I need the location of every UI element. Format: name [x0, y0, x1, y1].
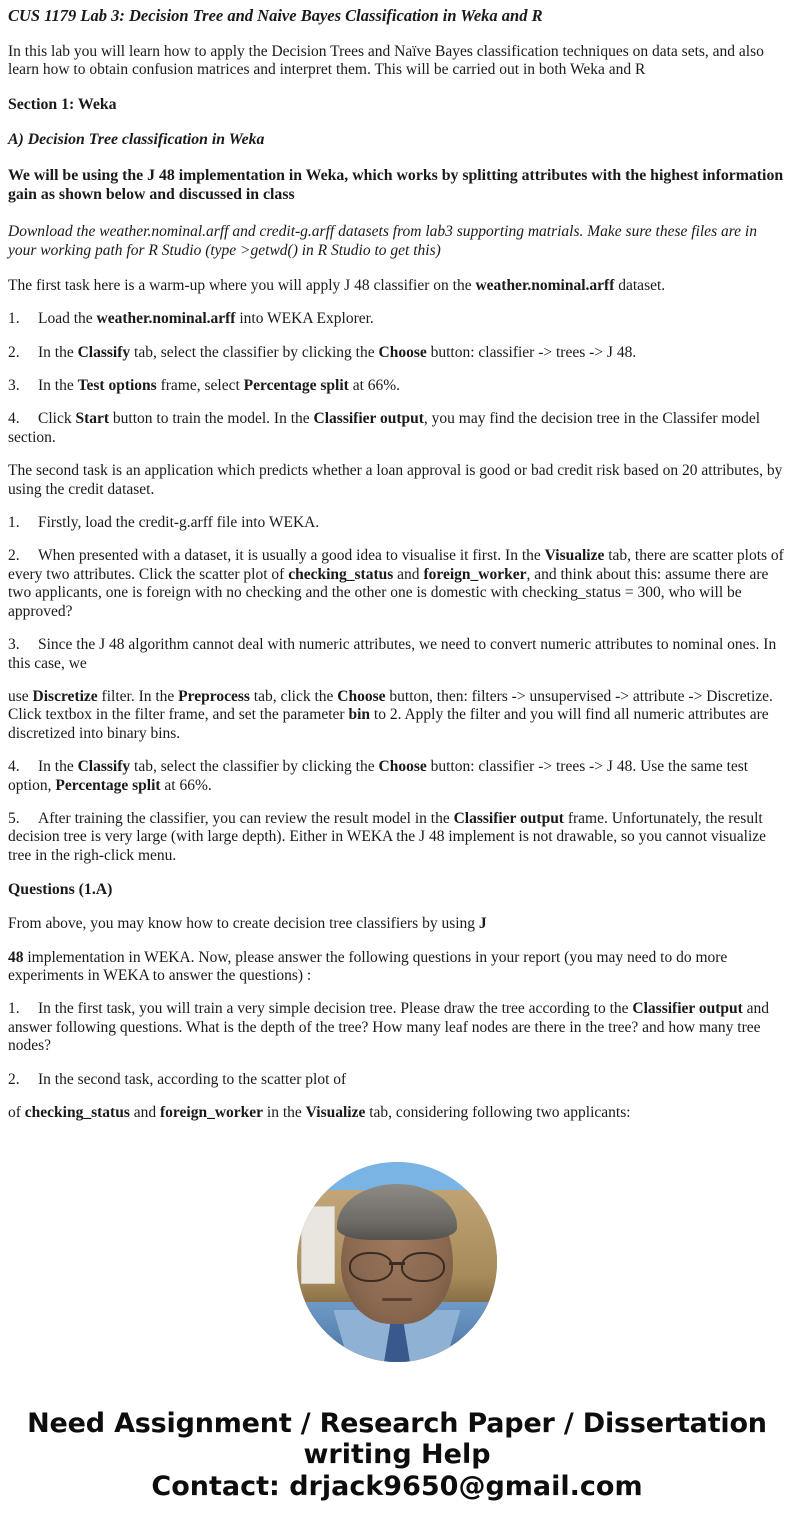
text-run-0: In the — [38, 343, 78, 361]
text-run-4: button: classifier -> trees -> J 48. — [426, 343, 637, 361]
text-run-3: foreign_worker — [160, 1104, 264, 1121]
text-run-1: Discretize — [32, 687, 98, 705]
text-run-6: at 66%. — [160, 776, 212, 794]
text-run-2: tab, select the classifier by clicking the — [130, 758, 379, 776]
text-run-8: to 2. Apply the filter and you will find all numeric attributes are discretized into binary bins. — [8, 706, 769, 742]
portrait-glasses-bridge — [389, 1262, 405, 1264]
list-item-number: 1. — [8, 514, 20, 532]
text-run-0: From above, you may know how to create decision tree classifiers by using — [8, 915, 479, 933]
text-run-1: Classifier output — [453, 809, 564, 827]
text-run-1: Classifier output — [632, 1000, 743, 1018]
list-item — [8, 377, 786, 395]
list-item-text — [8, 1000, 769, 1054]
steps-task2-list — [8, 514, 786, 673]
text-run-2: frame, select — [156, 377, 244, 395]
steps-task1-list — [8, 310, 786, 447]
j48-impl-paragraph — [8, 949, 786, 986]
first-task-dataset: weather.nominal.arff — [475, 276, 615, 294]
text-run-1: Classify — [77, 343, 131, 361]
discretize-paragraph — [8, 688, 786, 743]
list-item — [8, 636, 786, 673]
text-run-1: checking_status — [24, 1104, 130, 1121]
list-item-number: 3. — [8, 636, 20, 654]
text-run-0: Click — [38, 410, 76, 428]
text-run-1: Test options — [77, 377, 157, 395]
text-run-1: J — [478, 915, 487, 933]
text-run-0: of — [8, 1104, 25, 1121]
text-run-2: and answer following questions. What is the depth of the tree? How many leaf nodes are there in the tree? and how many tree nodes? — [8, 1000, 770, 1055]
text-run-3: Preprocess — [178, 687, 250, 705]
list-item-number: 3. — [8, 377, 20, 395]
text-run-0: In the first task, you will train a very simple decision tree. Please draw the tree according to the — [38, 1000, 633, 1018]
second-task-intro: The second task is an application which predicts whether a loan approval is good or bad credit risk based on 20 attributes, by using the credit dataset. — [8, 462, 783, 498]
list-item-text — [8, 410, 760, 445]
portrait-glasses-left — [349, 1252, 393, 1282]
first-task-part1: The first task here is a warm-up where you will apply J 48 classifier on the — [8, 276, 476, 294]
list-item-number: 1. — [8, 1000, 20, 1018]
promo-line-2: writing Help — [303, 1439, 491, 1471]
text-run-2: filter. In the — [97, 687, 179, 705]
text-run-2: button to train the model. In the — [109, 410, 314, 428]
portrait-container — [8, 1162, 786, 1362]
text-run-3: checking_status — [288, 565, 394, 583]
questions-heading: Questions (1.A) — [8, 881, 113, 899]
text-run-6: , and think about this: assume there are two applicants, one is foreign with no checking and the other one is domestic with checking_status = 300, who will be approved? — [8, 565, 769, 620]
first-task-paragraph — [8, 277, 786, 295]
text-run-5: foreign_worker — [423, 565, 527, 583]
questions-list — [8, 1000, 786, 1089]
list-item — [8, 758, 786, 795]
text-run-5: Choose — [337, 687, 386, 705]
list-item-text — [38, 344, 636, 361]
portrait-glasses-right — [401, 1252, 445, 1282]
text-run-0: Firstly, load the credit-g.arff file into WEKA. — [38, 514, 320, 532]
text-run-4: at 66%. — [348, 377, 401, 395]
j48-lead-paragraph: We will be using the J 48 implementation in Weka, which works by splitting attributes with the highest information gain as shown below and discussed in class — [8, 166, 784, 204]
list-item-number: 1. — [8, 310, 20, 328]
list-item-number: 2. — [8, 343, 20, 361]
list-item-text — [8, 810, 766, 864]
text-run-0: When presented with a dataset, it is usually a good idea to visualise it first. In the — [38, 547, 545, 565]
text-run-1: Start — [75, 410, 110, 428]
list-item-text — [38, 514, 319, 531]
list-item-number: 4. — [8, 758, 20, 776]
text-run-0: Load the — [38, 310, 97, 328]
text-run-0: Since the J 48 algorithm cannot deal with numeric attributes, we need to convert numeric attributes to nominal ones. In this case, we — [8, 636, 777, 672]
text-run-4: in the — [263, 1104, 306, 1121]
text-run-3: Choose — [378, 343, 427, 361]
subsection-a-heading: A) Decision Tree classification in Weka — [8, 130, 265, 148]
promo-footer — [8, 1408, 786, 1502]
text-run-4: , you may find the decision tree in the Classifer model section. — [8, 410, 761, 446]
promo-line-3: Contact: drjack9650@gmail.com — [151, 1471, 643, 1503]
text-run-4: button: classifier -> trees -> J 48. Use the same test option, — [8, 758, 749, 794]
text-run-0: use — [8, 687, 33, 705]
text-run-6: tab, considering following two applicants: — [365, 1104, 631, 1121]
list-item — [8, 1000, 786, 1055]
download-note: Download the weather.nominal.arff and credit-g.arff datasets from lab3 supporting matrials. Make sure these files are in your working path for R Studio (type >getwd() in R Studio to get this) — [8, 222, 757, 259]
text-run-4: tab, click the — [249, 687, 338, 705]
first-task-part2: dataset. — [614, 276, 666, 294]
text-run-0: 48 — [8, 948, 24, 966]
text-run-1: weather.nominal.arff — [96, 310, 236, 328]
list-item-text — [8, 547, 784, 619]
list-item-text — [38, 310, 374, 327]
text-run-4: and — [393, 565, 424, 583]
text-run-2: into WEKA Explorer. — [235, 310, 374, 328]
section-1-heading: Section 1: Weka — [8, 95, 117, 113]
text-run-2: tab, select the classifier by clicking the — [130, 343, 379, 361]
avatar — [297, 1162, 497, 1362]
list-item-number: 5. — [8, 809, 20, 827]
text-run-6: button, then: filters -> unsupervised -> attribute -> Discretize. Click textbox in the filter frame, and set the parameter — [8, 687, 773, 724]
document-title: CUS 1179 Lab 3: Decision Tree and Naive Bayes Classification in Weka and R — [8, 6, 543, 25]
list-item — [8, 310, 786, 328]
intro-paragraph: In this lab you will learn how to apply the Decision Trees and Naïve Bayes classification techniques on data sets, and also learn how to obtain confusion matrices and interpret them. This will be carried out in both Weka and R — [8, 43, 764, 79]
text-run-5: Percentage split — [55, 776, 161, 794]
text-run-2: frame. Unfortunately, the result decision tree is very large (with large depth). Either in WEKA the J 48 implement is not drawable, so you cannot visualize tree in the righ-click menu. — [8, 809, 767, 864]
text-run-0: After training the classifier, you can review the result model in the — [38, 809, 454, 827]
steps-task2-cont-list — [8, 758, 786, 865]
text-run-1: implementation in WEKA. Now, please answer the following questions in your report (you may need to do more experiments in WEKA to answer the questions) : — [8, 948, 728, 984]
text-run-2: tab, there are scatter plots of every two attributes. Click the scatter plot of — [8, 547, 784, 583]
text-run-1: Classify — [77, 758, 131, 776]
text-run-0: In the — [38, 758, 78, 776]
text-run-2: and — [129, 1104, 161, 1121]
from-above-paragraph — [8, 915, 786, 933]
text-run-7: bin — [348, 706, 371, 724]
text-run-0: In the second task, according to the scatter plot of — [38, 1070, 347, 1088]
list-item — [8, 410, 786, 447]
list-item — [8, 514, 786, 532]
list-item — [8, 810, 786, 865]
portrait-mouth — [382, 1298, 412, 1301]
text-run-1: Visualize — [544, 547, 605, 565]
text-run-5: Visualize — [305, 1104, 366, 1121]
list-item-text — [8, 636, 776, 671]
portrait-panel — [301, 1206, 335, 1284]
scatter-followup-paragraph — [8, 1104, 786, 1122]
list-item — [8, 1071, 786, 1089]
list-item-number: 2. — [8, 1070, 20, 1088]
list-item-text — [38, 377, 400, 394]
list-item-text — [8, 758, 748, 793]
text-run-0: In the — [38, 377, 78, 395]
list-item — [8, 344, 786, 362]
list-item-number: 4. — [8, 410, 20, 428]
promo-line-1: Need Assignment / Research Paper / Dissertation — [27, 1408, 767, 1440]
list-item — [8, 547, 786, 621]
text-run-3: Choose — [378, 758, 427, 776]
list-item-text — [38, 1071, 346, 1088]
text-run-3: Classifier output — [313, 410, 424, 428]
text-run-3: Percentage split — [243, 377, 349, 395]
list-item-number: 2. — [8, 547, 20, 565]
